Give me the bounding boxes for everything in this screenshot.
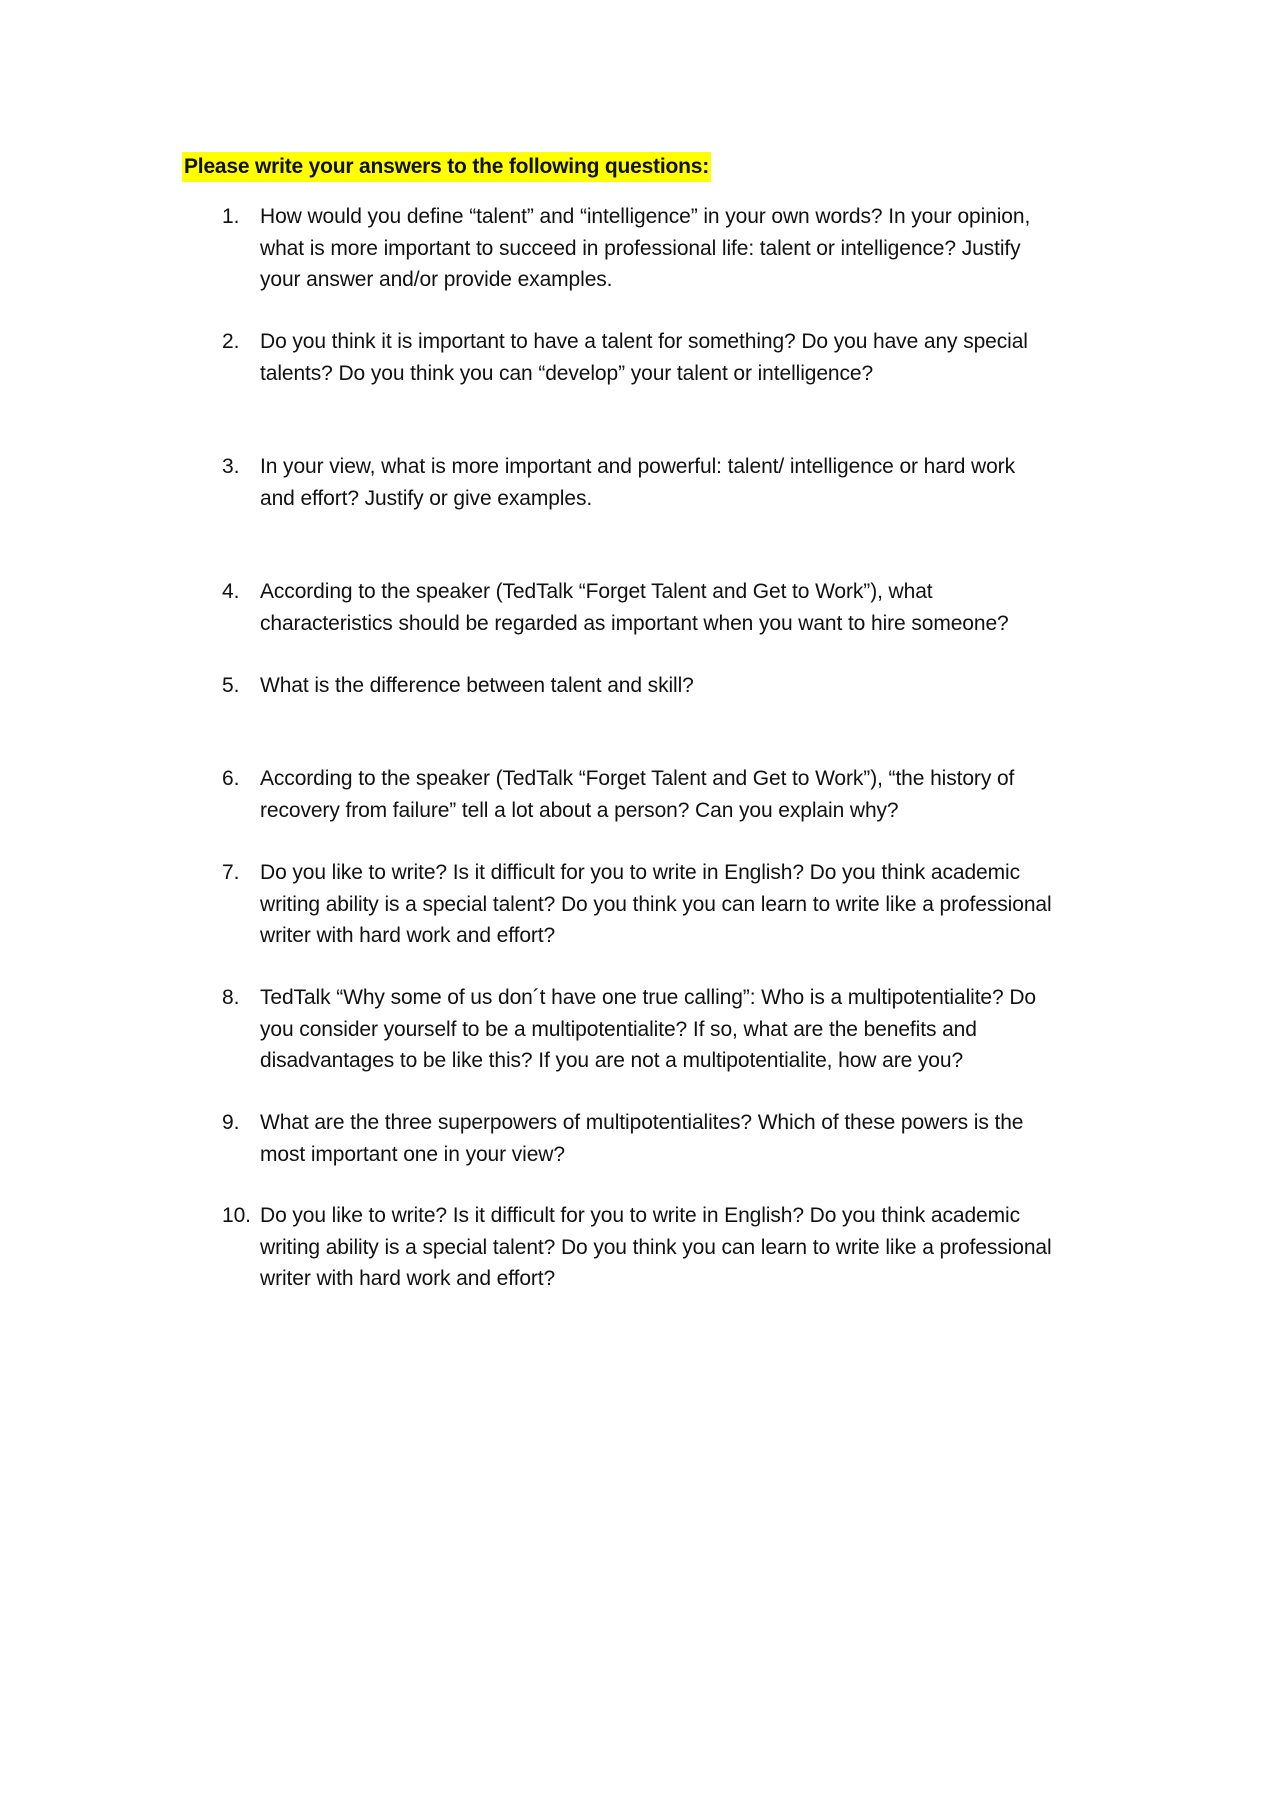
question-text: TedTalk “Why some of us don´t have one true calling”: Who is a multipotentialite? Do you consider yourself to be a multipotentialite? If so, what are the benefits and disadvantages to be like this? If you are not a multipotentialite, how are you? (260, 986, 1036, 1072)
question-number: 4. (222, 580, 240, 603)
question-number: 9. (222, 1111, 240, 1134)
question-number: 8. (222, 986, 240, 1009)
question-4 (222, 576, 1122, 639)
question-text: What are the three superpowers of multipotentialites? Which of these powers is the most important one in your view? (260, 1111, 1024, 1166)
question-text: What is the difference between talent and skill? (260, 674, 694, 697)
question-number: 3. (222, 455, 240, 478)
question-number: 2. (222, 330, 240, 353)
question-6 (222, 763, 1122, 826)
question-9 (222, 1107, 1122, 1170)
question-text: Do you like to write? Is it difficult for you to write in English? Do you think academic writing ability is a special talent? Do you think you can learn to write like a professional writer with hard work and effort? (260, 861, 1052, 947)
question-5 (222, 670, 1122, 702)
question-number: 5. (222, 674, 240, 697)
question-text: In your view, what is more important and powerful: talent/ intelligence or hard work and effort? Justify or give examples. (260, 455, 1015, 510)
question-text: How would you define “talent” and “intelligence” in your own words? In your opinion, what is more important to succeed in professional life: talent or intelligence? Justify your answer and/or provide examples. (260, 205, 1031, 291)
question-text: According to the speaker (TedTalk “Forget Talent and Get to Work”), “the history of recovery from failure” tell a lot about a person? Can you explain why? (260, 767, 1015, 822)
question-number: 1. (222, 205, 240, 228)
question-number: 10. (222, 1204, 251, 1227)
instructions-heading: Please write your answers to the following questions: (182, 152, 711, 182)
question-10 (222, 1200, 1122, 1295)
question-text: Do you think it is important to have a talent for something? Do you have any special talents? Do you think you can “develop” your talent or intelligence? (260, 330, 1028, 385)
question-7 (222, 857, 1122, 952)
question-3 (222, 451, 1122, 514)
question-number: 6. (222, 767, 240, 790)
question-8 (222, 982, 1122, 1077)
question-1 (222, 201, 1122, 296)
question-number: 7. (222, 861, 240, 884)
question-text: Do you like to write? Is it difficult for you to write in English? Do you think academic writing ability is a special talent? Do you think you can learn to write like a professional writer with hard work and effort? (260, 1204, 1052, 1290)
question-2 (222, 326, 1122, 389)
question-text: According to the speaker (TedTalk “Forget Talent and Get to Work”), what characteristics should be regarded as important when you want to hire someone? (260, 580, 1009, 635)
